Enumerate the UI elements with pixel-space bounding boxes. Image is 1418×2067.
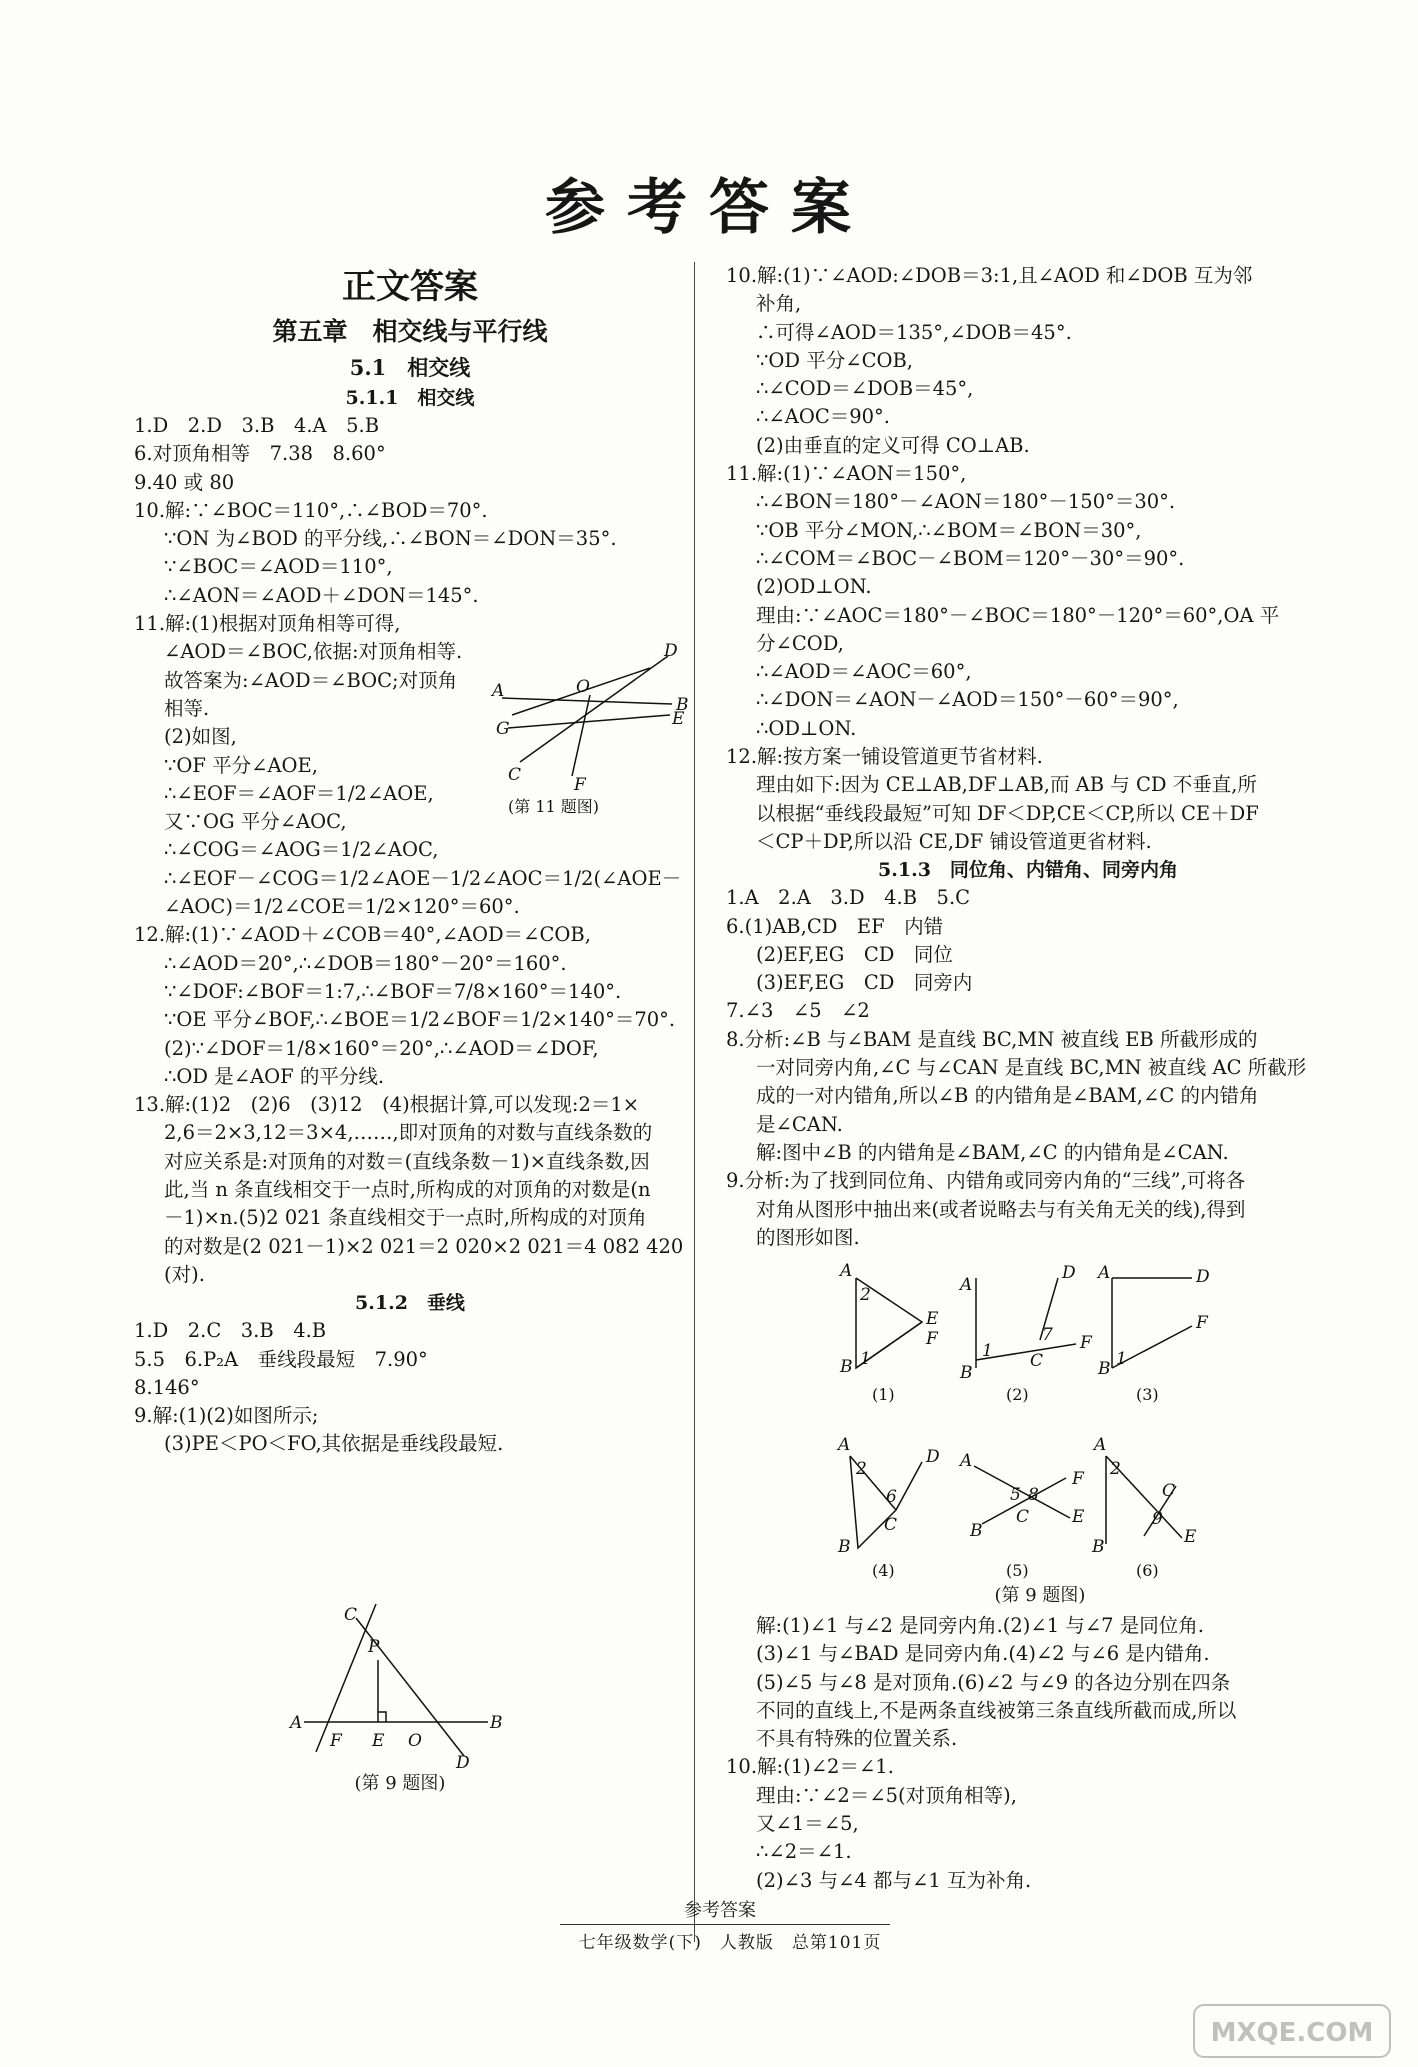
answer-line: 又∠1＝∠5,: [756, 1812, 859, 1836]
answer-line: ＜CP＋DP,所以沿 CE,DF 铺设管道更省材料.: [756, 829, 1152, 853]
answer-line: 以根据“垂线段最短”可知 DF＜DP,CE＜CP,所以 CE＋DF: [756, 801, 1259, 825]
figure-9-left: [290, 1590, 503, 1773]
figure-9-left-caption: (第 9 题图): [354, 1773, 446, 1794]
answer-line: ∵ON 为∠BOD 的平分线,∴∠BON＝∠DON＝35°.: [164, 527, 617, 551]
answer-line: (对).: [164, 1262, 205, 1286]
answer-line: 解:(1)∠1 与∠2 是同旁内角.(2)∠1 与∠7 是同位角.: [756, 1614, 1204, 1637]
svg-text:B: B: [970, 1521, 983, 1541]
answer-line: 5.5 6.P₂A 垂线段最短 7.90°: [134, 1347, 428, 1371]
answer-line: 9.40 或 80: [134, 470, 235, 494]
answer-line: ∴∠2＝∠1.: [756, 1840, 852, 1864]
svg-text:F: F: [1072, 1469, 1084, 1489]
svg-text:9: 9: [1152, 1509, 1163, 1529]
figure-9-right-caption: (第 9 题图): [994, 1585, 1086, 1606]
svg-text:5: 5: [1010, 1485, 1021, 1505]
right-column: [726, 262, 1330, 1252]
answer-line: ∴∠AON＝∠AOD＋∠DON＝145°.: [164, 583, 479, 607]
svg-text:C: C: [1016, 1507, 1030, 1527]
answer-line: 9.分析:为了找到同位角、内错角或同旁内角的“三线”,可将各: [726, 1169, 1246, 1193]
svg-text:P: P: [368, 1637, 380, 1657]
section-heading: 第五章 相交线与平行线: [272, 317, 548, 346]
answer-line: 2,6＝2×3,12＝3×4,……,即对顶角的对数与直线条数的: [164, 1121, 653, 1145]
answer-line: ∵OF 平分∠AOE,: [164, 753, 318, 777]
svg-text:8: 8: [1028, 1485, 1039, 1505]
answer-line: ∠AOD＝∠BOC,依据:对顶角相等.: [164, 640, 463, 664]
answer-line: 6.对顶角相等 7.38 8.60°: [134, 442, 386, 466]
svg-text:B: B: [960, 1363, 973, 1383]
svg-text:B: B: [840, 1357, 853, 1377]
figure-11: [490, 640, 690, 816]
answer-line: 12.解:按方案一铺设管道更节省材料.: [726, 745, 1043, 769]
answer-line: ∴∠COM＝∠BOC－∠BOM＝120°－30°＝90°.: [756, 546, 1185, 570]
answer-line: ∠AOC)＝1/2∠COE＝1/2×120°＝60°.: [164, 895, 520, 919]
answer-line: 9.解:(1)(2)如图所示;: [134, 1404, 319, 1428]
svg-text:F: F: [574, 775, 586, 795]
section-heading: 5.1 相交线: [349, 355, 471, 380]
section-heading: 5.1.2 垂线: [355, 1292, 465, 1315]
svg-text:D: D: [1196, 1267, 1210, 1287]
answer-line: (3)∠1 与∠BAD 是同旁内角.(4)∠2 与∠6 是内错角.: [756, 1642, 1210, 1666]
figure-11-caption: (第 11 题图): [508, 797, 600, 816]
svg-text:A: A: [1094, 1435, 1107, 1455]
answer-line: ∴OD 是∠AOF 的平分线.: [164, 1064, 385, 1088]
answer-line: (2)EF,EG CD 同位: [756, 942, 953, 966]
answer-line: 1.D 2.D 3.B 4.A 5.B: [134, 414, 380, 437]
svg-text:B: B: [1092, 1537, 1105, 1557]
answer-line: 分∠COD,: [756, 631, 844, 655]
svg-text:C: C: [344, 1605, 358, 1625]
answer-line: 7.∠3 ∠5 ∠2: [726, 999, 870, 1023]
answer-line: ∴∠EOF＝∠AOF＝1/2∠AOE,: [164, 781, 434, 805]
left-column: [134, 262, 686, 1459]
answer-line: 8.分析:∠B 与∠BAM 是直线 BC,MN 被直线 EB 所截形成的: [726, 1027, 1258, 1051]
svg-text:F: F: [926, 1329, 938, 1349]
answer-line: ∵OD 平分∠COB,: [756, 348, 913, 372]
sub-caption-6: (6): [1136, 1561, 1159, 1580]
answer-line: 是∠CAN.: [756, 1112, 843, 1136]
answer-line: 又∵OG 平分∠AOC,: [164, 810, 347, 834]
svg-text:6: 6: [886, 1487, 897, 1507]
svg-text:A: A: [840, 1261, 853, 1281]
svg-text:D: D: [664, 641, 678, 661]
svg-text:2: 2: [856, 1459, 867, 1479]
answer-line: 1.A 2.A 3.D 4.B 5.C: [726, 886, 971, 910]
svg-text:E: E: [1184, 1527, 1197, 1547]
answer-line: 12.解:(1)∵∠AOD＋∠COB＝40°,∠AOD＝∠COB,: [134, 923, 591, 947]
svg-text:O: O: [408, 1731, 422, 1751]
svg-text:E: E: [1072, 1507, 1085, 1527]
answer-line: 成的一对内错角,所以∠B 的内错角是∠BAM,∠C 的内错角: [756, 1084, 1259, 1108]
answer-line: ∴∠COG＝∠AOG＝1/2∠AOC,: [164, 838, 439, 862]
answer-line: (3)PE＜PO＜FO,其依据是垂线段最短.: [164, 1432, 504, 1456]
answer-line: 10.解:(1)∠2＝∠1.: [726, 1755, 894, 1779]
svg-text:C: C: [1162, 1481, 1176, 1501]
answer-line: 故答案为:∠AOD＝∠BOC;对顶角: [164, 668, 458, 692]
answer-line: ∵OE 平分∠BOF,∴∠BOE＝1/2∠BOF＝1/2×140°＝70°.: [164, 1008, 676, 1032]
answer-line: 理由:∵∠AOC＝180°－∠BOC＝180°－120°＝60°,OA 平: [756, 603, 1280, 627]
svg-text:7: 7: [1042, 1325, 1053, 1345]
answer-line: 不具有特殊的位置关系.: [756, 1727, 958, 1751]
column-divider: [694, 262, 695, 1942]
sub-caption-3: (3): [1136, 1385, 1159, 1404]
svg-text:2: 2: [1110, 1459, 1121, 1479]
answer-line: 补角,: [756, 292, 802, 316]
watermark-logo: [1192, 2001, 1392, 2061]
answer-line: (3)EF,EG CD 同旁内: [756, 971, 973, 995]
svg-text:D: D: [926, 1447, 940, 1467]
watermark-text: MXQE.COM: [1210, 2018, 1374, 2048]
svg-text:1: 1: [1116, 1349, 1127, 1369]
svg-text:A: A: [492, 681, 505, 701]
answer-line: 1.D 2.C 3.B 4.B: [134, 1319, 327, 1343]
footer-top: 参考答案: [684, 1900, 756, 1921]
answer-line: ∴∠BON＝180°－∠AON＝180°－150°＝30°.: [756, 490, 1176, 514]
svg-text:A: A: [838, 1435, 851, 1455]
sub-caption-4: (4): [872, 1561, 895, 1580]
svg-text:E: E: [672, 709, 685, 729]
answer-line: 对应关系是:对顶角的对数＝(直线条数－1)×直线条数,因: [164, 1149, 650, 1173]
svg-text:C: C: [884, 1515, 898, 1535]
answer-line: 相等.: [164, 696, 210, 720]
answer-line: －1)×n.(5)2 021 条直线相交于一点时,所构成的对顶角: [164, 1206, 647, 1230]
svg-text:B: B: [676, 695, 689, 715]
svg-text:F: F: [1080, 1333, 1092, 1353]
section-heading: 正文答案: [342, 267, 478, 307]
answer-line: 的对数是(2 021－1)×2 021＝2 020×2 021＝4 082 420: [164, 1234, 684, 1258]
svg-text:D: D: [456, 1753, 470, 1773]
svg-text:A: A: [290, 1713, 303, 1733]
svg-text:A: A: [960, 1451, 973, 1471]
answer-line: ∴∠AOD＝∠AOC＝60°,: [756, 660, 972, 684]
figure-9-right: [836, 1260, 1246, 1580]
answer-line: 8.146°: [134, 1375, 200, 1399]
answer-line: 的图形如图.: [756, 1225, 860, 1249]
answer-line: 11.解:(1)∵∠AON＝150°,: [726, 462, 967, 486]
answer-line: ∵∠DOF:∠BOF＝1:7,∴∠BOF＝7/8×160°＝140°.: [164, 979, 622, 1003]
svg-text:A: A: [1098, 1263, 1111, 1283]
answer-line: (5)∠5 与∠8 是对顶角.(6)∠2 与∠9 的各边分别在四条: [756, 1670, 1231, 1694]
sub-caption-2: (2): [1006, 1385, 1029, 1404]
answer-line: ∴OD⊥ON.: [756, 716, 857, 740]
answer-line: (2)由垂直的定义可得 CO⊥AB.: [756, 433, 1030, 457]
answer-line: ∴可得∠AOD＝135°,∠DOB＝45°.: [756, 320, 1072, 344]
right-column-continued: [726, 1612, 1330, 1895]
sub-caption-5: (5): [1006, 1561, 1029, 1580]
section-heading: 5.1.1 相交线: [345, 387, 475, 409]
answer-line: ∴∠DON＝∠AON－∠AOD＝150°－60°＝90°,: [756, 688, 1179, 712]
svg-text:O: O: [576, 677, 590, 697]
svg-text:B: B: [1098, 1359, 1111, 1379]
section-heading: 5.1.3 同位角、内错角、同旁内角: [878, 859, 1178, 882]
answer-line: (2)OD⊥ON.: [756, 575, 872, 599]
sub-caption-1: (1): [872, 1385, 895, 1404]
svg-text:G: G: [496, 719, 510, 739]
answer-line: 10.解:(1)∵∠AOD:∠DOB＝3:1,且∠AOD 和∠DOB 互为邻: [726, 264, 1253, 287]
svg-text:1: 1: [982, 1341, 993, 1361]
answer-line: 对角从图形中抽出来(或者说略去与有关角无关的线),得到: [756, 1197, 1246, 1221]
answer-line: ∵OB 平分∠MON,∴∠BOM＝∠BON＝30°,: [756, 518, 1142, 542]
answer-line: 此,当 n 条直线相交于一点时,所构成的对顶角的对数是(n: [164, 1178, 651, 1202]
svg-text:D: D: [1062, 1263, 1076, 1283]
answer-line: 理由:∵∠2＝∠5(对顶角相等),: [756, 1783, 1017, 1807]
answer-line: 10.解:∵∠BOC＝110°,∴∠BOD＝70°.: [134, 498, 488, 522]
svg-text:1: 1: [860, 1349, 871, 1369]
answer-line: 一对同旁内角,∠C 与∠CAN 是直线 BC,MN 被直线 AC 所截形: [756, 1056, 1307, 1080]
answer-line: 不同的直线上,不是两条直线被第三条直线所截而成,所以: [756, 1698, 1237, 1722]
svg-text:2: 2: [860, 1285, 871, 1305]
answer-line: 13.解:(1)2 (2)6 (3)12 (4)根据计算,可以发现:2＝1×: [134, 1093, 640, 1117]
answer-line: (2)∠3 与∠4 都与∠1 互为补角.: [756, 1868, 1032, 1892]
answer-line: 理由如下:因为 CE⊥AB,DF⊥AB,而 AB 与 CD 不垂直,所: [756, 773, 1257, 797]
answer-line: ∴∠COD＝∠DOB＝45°,: [756, 377, 974, 401]
answer-line: ∵∠BOC＝∠AOD＝110°,: [164, 555, 393, 579]
svg-text:B: B: [838, 1537, 851, 1557]
answer-line: ∴∠AOC＝90°.: [756, 405, 890, 429]
footer-rule: [560, 1924, 890, 1925]
svg-text:E: E: [926, 1309, 939, 1329]
footer-bottom: 七年级数学(下) 人教版 总第101页: [578, 1933, 882, 1953]
page-title: 参考答案: [545, 173, 873, 243]
answer-line: (2)∵∠DOF＝1/8×160°＝20°,∴∠AOD＝∠DOF,: [164, 1036, 599, 1060]
svg-text:C: C: [1030, 1351, 1044, 1371]
answer-line: (2)如图,: [164, 725, 237, 749]
svg-text:C: C: [508, 765, 522, 785]
answer-line: 解:图中∠B 的内错角是∠BAM,∠C 的内错角是∠CAN.: [756, 1140, 1229, 1164]
svg-text:F: F: [330, 1731, 342, 1751]
svg-text:E: E: [372, 1731, 385, 1751]
svg-text:B: B: [490, 1713, 503, 1733]
answer-line: ∴∠EOF－∠COG＝1/2∠AOE－1/2∠AOC＝1/2(∠AOE－: [164, 866, 682, 890]
answer-line: 6.(1)AB,CD EF 内错: [726, 914, 944, 938]
svg-text:A: A: [960, 1275, 973, 1295]
answer-line: 11.解:(1)根据对顶角相等可得,: [134, 612, 401, 636]
svg-text:F: F: [1196, 1313, 1208, 1333]
answer-line: ∴∠AOD＝20°,∴∠DOB＝180°－20°＝160°.: [164, 951, 567, 975]
